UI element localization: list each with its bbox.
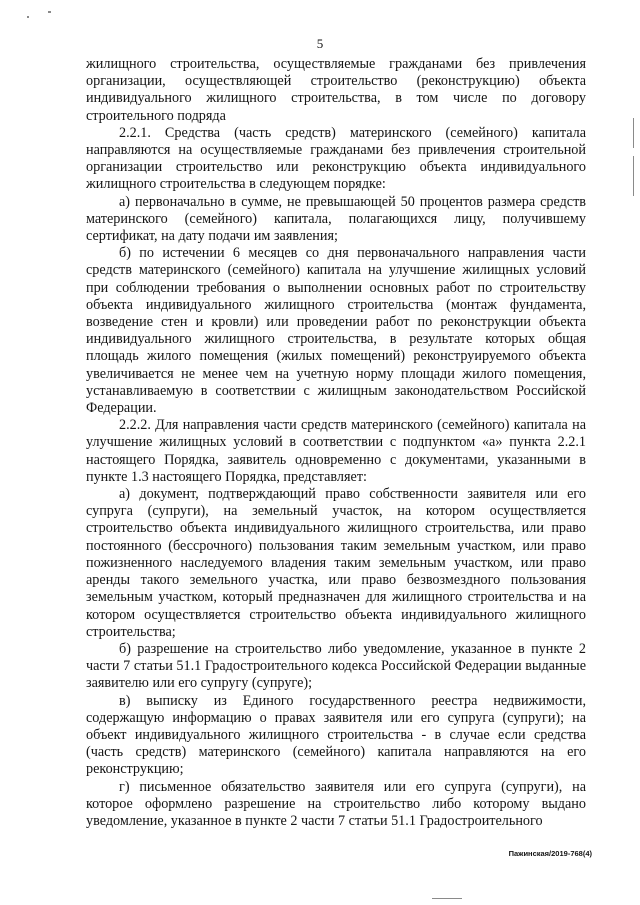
paragraph-2-2-2-a: а) документ, подтверждающий право собственности заявителя или его супруга (супруги), на земельный участок, на котором осуществляется строительство объекта индивидуального жилищного строительства, или право постоянного (бессрочного) пользования таким земельным участком, или право пожизненного наследуемого владения таким земельным участком, или право аренды такого земельного участка, или право безвозмездного пользования земельным участком, который предназначен для жилищного строительства и на котором осуществляется строительство объекта индивидуального жилищного строительства; [86,486,586,640]
scan-artifact [633,156,634,196]
paragraph-2-2-1-a: а) первоначально в сумме, не превышающей 50 процентов размера средств материнского (семейного) капитала, полагающихся лицу, получившему сертификат, на дату подачи им заявления; [86,193,586,245]
scan-artifact [633,118,634,148]
paragraph-continuation: жилищного строительства, осуществляемые гражданами без привлечения организации, осуществляющей строительство (реконструкцию) объекта индивидуального жилищного строительства, в том числе по договору строительного подряда [86,56,586,124]
paragraph-2-2-1-b: б) по истечении 6 месяцев со дня первоначального направления части средств материнского (семейного) капитала на улучшение жилищных условий при соблюдении требования о выполнении основных работ по строительству объекта индивидуального жилищного строительства (монтаж фундамента, возведение стен и кровли) или проведении работ по реконструкции объекта индивидуального жилищного строительства, в результате которых общая площадь жилого помещения (жилых помещений) реконструируемого объекта увеличивается не менее чем на учетную норму площади жилого помещения, устанавливаемую в соответствии с жилищным законодательством Российской Федерации. [86,245,586,417]
paragraph-2-2-2-g: г) письменное обязательство заявителя или его супруга (супруги), на которое оформлено разрешение на строительство либо которому выдано уведомление, указанное в пункте 2 части 7 статьи 51.1 Градостроительного [86,778,586,829]
page-number: 5 [316,36,324,51]
scan-artifact [432,898,462,899]
document-body [86,56,586,830]
scan-artifact [48,11,51,13]
paragraph-2-2-2: 2.2.2. Для направления части средств материнского (семейного) капитала на улучшение жилищных условий в соответствии с подпунктом «а» пункта 2.2.1 настоящего Порядка, заявитель одновременно с документами, указанными в пункте 1.3 настоящего Порядка, представляет: [86,417,586,485]
paragraph-2-2-2-b: б) разрешение на строительство либо уведомление, указанное в пункте 2 части 7 статьи 51.1 Градостроительного кодекса Российской Федерации выданные заявителю или его супругу (супруге); [86,640,586,692]
scan-artifact [27,16,29,18]
paragraph-2-2-1: 2.2.1. Средства (часть средств) материнского (семейного) капитала направляются на осуществляемые гражданами без привлечения строительной организации строительство или реконструкцию объекта индивидуального жилищного строительства в следующем порядке: [86,124,586,193]
document-reference: Пажинская/2019-768(4) [508,849,592,858]
paragraph-2-2-2-v: в) выписку из Единого государственного реестра недвижимости, содержащую информацию о правах заявителя или его супруга (супруги); на объект индивидуального жилищного строительства - в случае если средства (часть средств) материнского (семейного) капитала направляются на его реконструкцию; [86,692,586,778]
